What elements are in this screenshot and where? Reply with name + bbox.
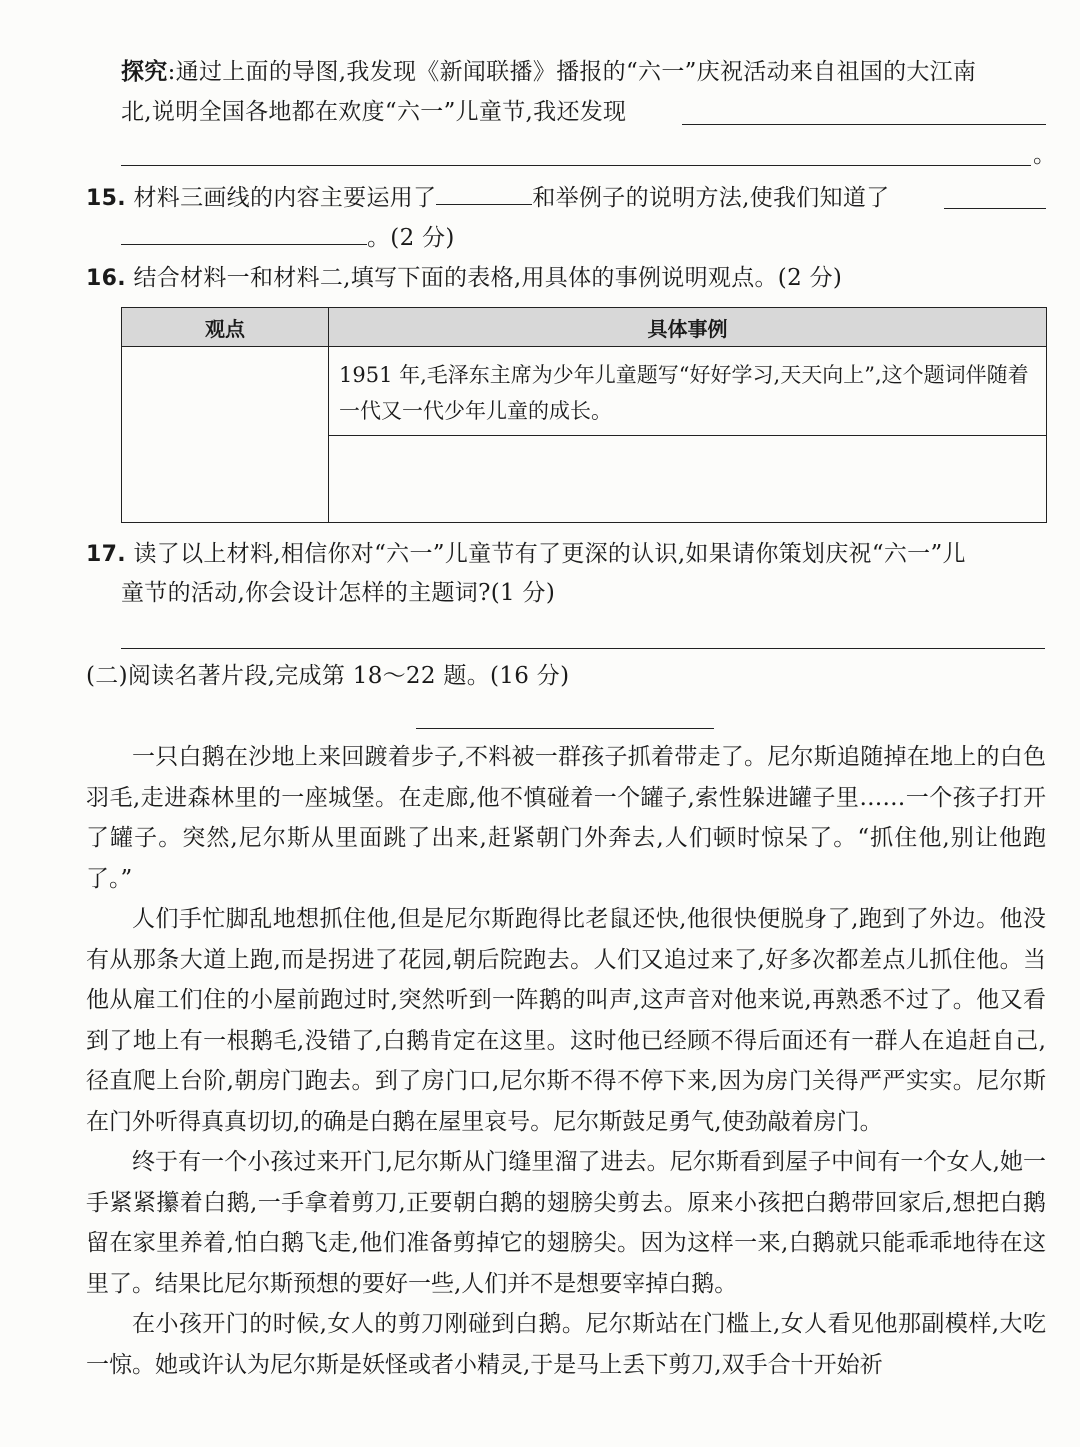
passage-paragraph-1: 一只白鹅在沙地上来回踱着步子,不料被一群孩子抓着带走了。尼尔斯追随掉在地上的白色羽毛,走进森林里的一座城堡。在走廊,他不慎碰着一个罐子,索性躲进罐子里……一个孩子打开了罐子。突然,尼尔斯从里面跳了出来,赶紧朝门外奔去,人们顿时惊呆了。“抓住他,别让他跑了。” xyxy=(86,744,1046,892)
explore-answer-blank-2[interactable] xyxy=(121,165,1031,166)
question-17-line-2 xyxy=(121,578,555,608)
question-17-line-1 xyxy=(86,539,966,570)
question-17-number: 17. xyxy=(86,542,126,567)
question-16-number: 16. xyxy=(86,266,126,291)
table-viewpoint-answer-cell[interactable] xyxy=(122,347,329,523)
section-2-heading: (二)阅读名著片段,完成第 18～22 题。(16 分) xyxy=(86,663,570,689)
table-example-text: 1951 年,毛泽东主席为少年儿童题写“好好学习,天天向上”,这个题词伴随着一代又一代少年儿童的成长。 xyxy=(339,363,1029,423)
explore-text-2: 北,说明全国各地都在欢度“六一”儿童节,我还发现 xyxy=(121,99,627,125)
passage-paragraph-4: 在小孩开门的时候,女人的剪刀刚碰到白鹅。尼尔斯站在门槛上,女人看见他那副模样,大吃一惊。她或许认为尼尔斯是妖怪或者小精灵,于是马上丢下剪刀,双手合十开始祈 xyxy=(86,1311,1046,1378)
explore-line-2 xyxy=(121,97,626,127)
explore-line-1 xyxy=(121,57,976,87)
passage xyxy=(86,737,1046,1385)
question-15-blank-meaning-1[interactable] xyxy=(944,208,1046,209)
question-17-answer-blank[interactable] xyxy=(121,648,1045,649)
explore-answer-blank-1[interactable] xyxy=(682,124,1046,125)
question-15-number: 15. xyxy=(86,186,126,211)
question-15-text-2: 。(2 分) xyxy=(367,225,455,251)
question-15-text-b: 和举例子的说明方法,使我们知道了 xyxy=(532,185,890,211)
question-15-line-1 xyxy=(86,182,890,214)
table-header-example: 具体事例 xyxy=(329,308,1047,347)
passage-title-blank[interactable] xyxy=(416,728,714,729)
table-header-viewpoint: 观点 xyxy=(122,308,329,347)
explore-label: 探究 xyxy=(121,59,168,85)
question-15-blank-meaning-2[interactable] xyxy=(121,222,367,245)
passage-paragraph-3: 终于有一个小孩过来开门,尼尔斯从门缝里溜了进去。尼尔斯看到屋子中间有一个女人,她一手紧紧攥着白鹅,一手拿着剪刀,正要朝白鹅的翅膀尖剪去。原来小孩把白鹅带回家后,想把白鹅留在家里养着,怕白鹅飞走,他们准备剪掉它的翅膀尖。因为这样一来,白鹅就只能乖乖地待在这里了。结果比尼尔斯预想的要好一些,人们并不是想要宰掉白鹅。 xyxy=(86,1149,1046,1297)
question-16-text: 结合材料一和材料二,填写下面的表格,用具体的事例说明观点。(2 分) xyxy=(125,265,843,291)
question-15-text-a: 材料三画线的内容主要运用了 xyxy=(125,185,437,211)
table-example-given-cell xyxy=(329,347,1047,436)
question-17-text-2: 童节的活动,你会设计怎样的主题词?(1 分) xyxy=(121,580,556,606)
question-16-line xyxy=(86,263,842,294)
table-example-answer-cell[interactable] xyxy=(329,436,1047,523)
explore-text-1: :通过上面的导图,我发现《新闻联播》播报的“六一”庆祝活动来自祖国的大江南 xyxy=(167,59,977,85)
passage-paragraph-2: 人们手忙脚乱地想抓住他,但是尼尔斯跑得比老鼠还快,他很快便脱身了,跑到了外边。他没有从那条大道上跑,而是拐进了花园,朝后院跑去。人们又追过来了,好多次都差点儿抓住他。当他从雇工们住的小屋前跑过时,突然听到一阵鹅的叫声,这声音对他来说,再熟悉不过了。他又看到了地上有一根鹅毛,没错了,白鹅肯定在这里。这时他已经顾不得后面还有一群人在追赶自己,径直爬上台阶,朝房门跑去。到了房门口,尼尔斯不得不停下来,因为房门关得严严实实。尼尔斯在门外听得真真切切,的确是白鹅在屋里哀号。尼尔斯鼓足勇气,使劲敲着房门。 xyxy=(86,906,1046,1135)
question-17-text-1: 读了以上材料,相信你对“六一”儿童节有了更深的认识,如果请你策划庆祝“六一”儿 xyxy=(125,541,966,567)
viewpoint-example-table xyxy=(121,307,1047,523)
question-15-line-2 xyxy=(121,222,455,253)
question-15-blank-method[interactable] xyxy=(436,182,532,205)
explore-end-mark: 。 xyxy=(1033,142,1057,168)
